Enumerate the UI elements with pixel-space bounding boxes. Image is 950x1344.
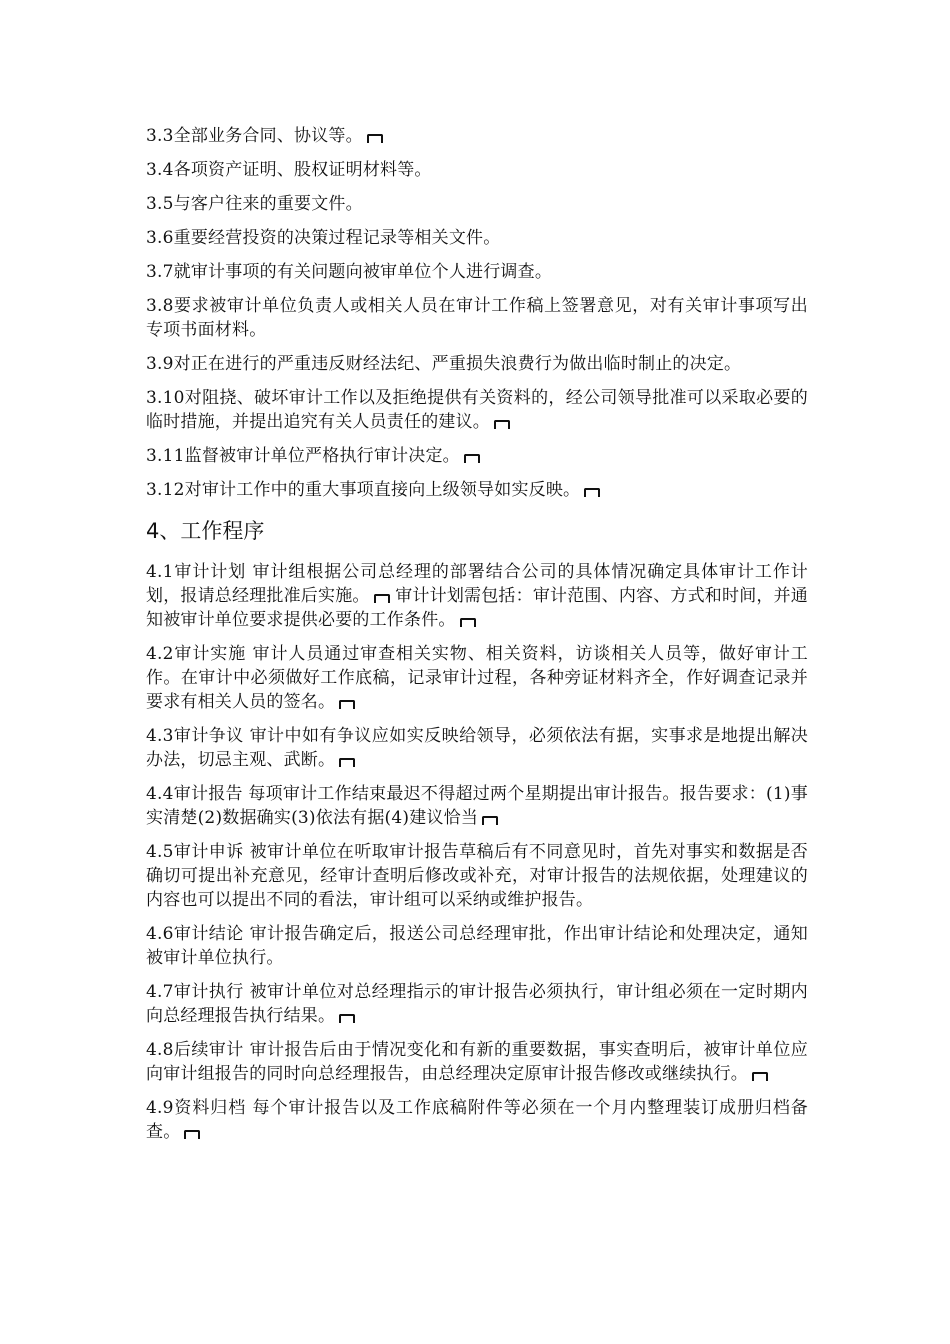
section-3-item-text: 3.11监督被审计单位严格执行审计决定。 xyxy=(146,446,460,466)
section-4-heading: 4、工作程序 xyxy=(146,519,265,543)
paragraph-mark-icon xyxy=(184,1130,200,1139)
section-4-item-text: 4.5审计申诉 被审计单位在听取审计报告草稿后有不同意见时，首先对事实和数据是否确切可提出补充意见，经审计查明后修改或补充，对审计报告的法规依据，处理建议的内容也可以提出不同的看法，审计组可以采纳或维护报告。 xyxy=(146,842,808,910)
paragraph-mark-icon xyxy=(367,134,383,143)
paragraph-mark-icon xyxy=(460,618,476,627)
section-4-item xyxy=(146,724,808,772)
section-3-item xyxy=(146,158,808,182)
section-3-item-text: 3.6重要经营投资的决策过程记录等相关文件。 xyxy=(146,228,501,248)
section-3-list xyxy=(146,124,808,502)
paragraph-mark-icon xyxy=(339,700,355,709)
section-4-item xyxy=(146,840,808,912)
paragraph-mark-icon xyxy=(374,594,390,603)
section-3-item-text: 3.3全部业务合同、协议等。 xyxy=(146,126,363,146)
paragraph-mark-icon xyxy=(494,420,510,429)
section-3-item xyxy=(146,260,808,284)
section-4-item xyxy=(146,782,808,830)
section-4-item-text: 4.1审计计划 审计组根据公司总经理的部署结合公司的具体情况确定具体审计工作计划，报请总经理批准后实施。 xyxy=(146,562,808,606)
section-3-item xyxy=(146,226,808,250)
section-3-item-text: 3.12对审计工作中的重大事项直接向上级领导如实反映。 xyxy=(146,480,581,500)
section-3-item-text: 3.8要求被审计单位负责人或相关人员在审计工作稿上签署意见，对有关审计事项写出专项书面材料。 xyxy=(146,296,808,340)
section-3-item-text: 3.9对正在进行的严重违反财经法纪、严重损失浪费行为做出临时制止的决定。 xyxy=(146,354,742,374)
section-3-item xyxy=(146,478,808,502)
section-3-item-text: 3.7就审计事项的有关问题向被审单位个人进行调查。 xyxy=(146,262,553,282)
section-3-item-text: 3.4各项资产证明、股权证明材料等。 xyxy=(146,160,432,180)
section-4-item xyxy=(146,1096,808,1144)
paragraph-mark-icon xyxy=(339,758,355,767)
section-4-item-text: 4.7审计执行 被审计单位对总经理指示的审计报告必须执行，审计组必须在一定时期内向总经理报告执行结果。 xyxy=(146,982,808,1026)
section-3-item xyxy=(146,124,808,148)
section-4-list xyxy=(146,560,808,1144)
section-4-item-text: 4.9资料归档 每个审计报告以及工作底稿附件等必须在一个月内整理装订成册归档备查。 xyxy=(146,1098,808,1142)
paragraph-mark-icon xyxy=(482,816,498,825)
paragraph-mark-icon xyxy=(752,1072,768,1081)
section-4-item xyxy=(146,560,808,632)
section-4-item-text: 4.8后续审计 审计报告后由于情况变化和有新的重要数据，事实查明后，被审计单位应向审计组报告的同时向总经理报告，由总经理决定原审计报告修改或继续执行。 xyxy=(146,1040,808,1084)
paragraph-mark-icon xyxy=(584,488,600,497)
section-4-item-text: 4.3审计争议 审计中如有争议应如实反映给领导，必须依法有据，实事求是地提出解决办法，切忌主观、武断。 xyxy=(146,726,808,770)
section-4-item xyxy=(146,980,808,1028)
paragraph-mark-icon xyxy=(464,454,480,463)
section-4-item xyxy=(146,922,808,970)
section-3-item xyxy=(146,294,808,342)
document-page xyxy=(146,124,808,1154)
section-4-item-text: 4.6审计结论 审计报告确定后，报送公司总经理审批，作出审计结论和处理决定，通知被审计单位执行。 xyxy=(146,924,808,968)
section-4-item-text: 4.2审计实施 审计人员通过审查相关实物、相关资料，访谈相关人员等，做好审计工作。在审计中必须做好工作底稿，记录审计过程，各种旁证材料齐全，作好调查记录并要求有相关人员的签名。 xyxy=(146,644,808,712)
section-4-item-text: 4.4审计报告 每项审计工作结束最迟不得超过两个星期提出审计报告。报告要求：(1)事实清楚(2)数据确实(3)依法有据(4)建议恰当 xyxy=(146,784,808,828)
paragraph-mark-icon xyxy=(339,1014,355,1023)
section-3-item-text: 3.5与客户往来的重要文件。 xyxy=(146,194,363,214)
section-3-item xyxy=(146,386,808,434)
section-4-item-text-cont: 审计计划需包括：审计范围、内容、方式和时间，并通知被审计单位要求提供必要的工作条件。 xyxy=(146,586,809,630)
section-3-item xyxy=(146,352,808,376)
section-4-item xyxy=(146,1038,808,1086)
section-4-item xyxy=(146,642,808,714)
section-3-item-text: 3.10对阻挠、破坏审计工作以及拒绝提供有关资料的，经公司领导批准可以采取必要的临时措施，并提出追究有关人员责任的建议。 xyxy=(146,388,808,432)
section-3-item xyxy=(146,444,808,468)
section-3-item xyxy=(146,192,808,216)
